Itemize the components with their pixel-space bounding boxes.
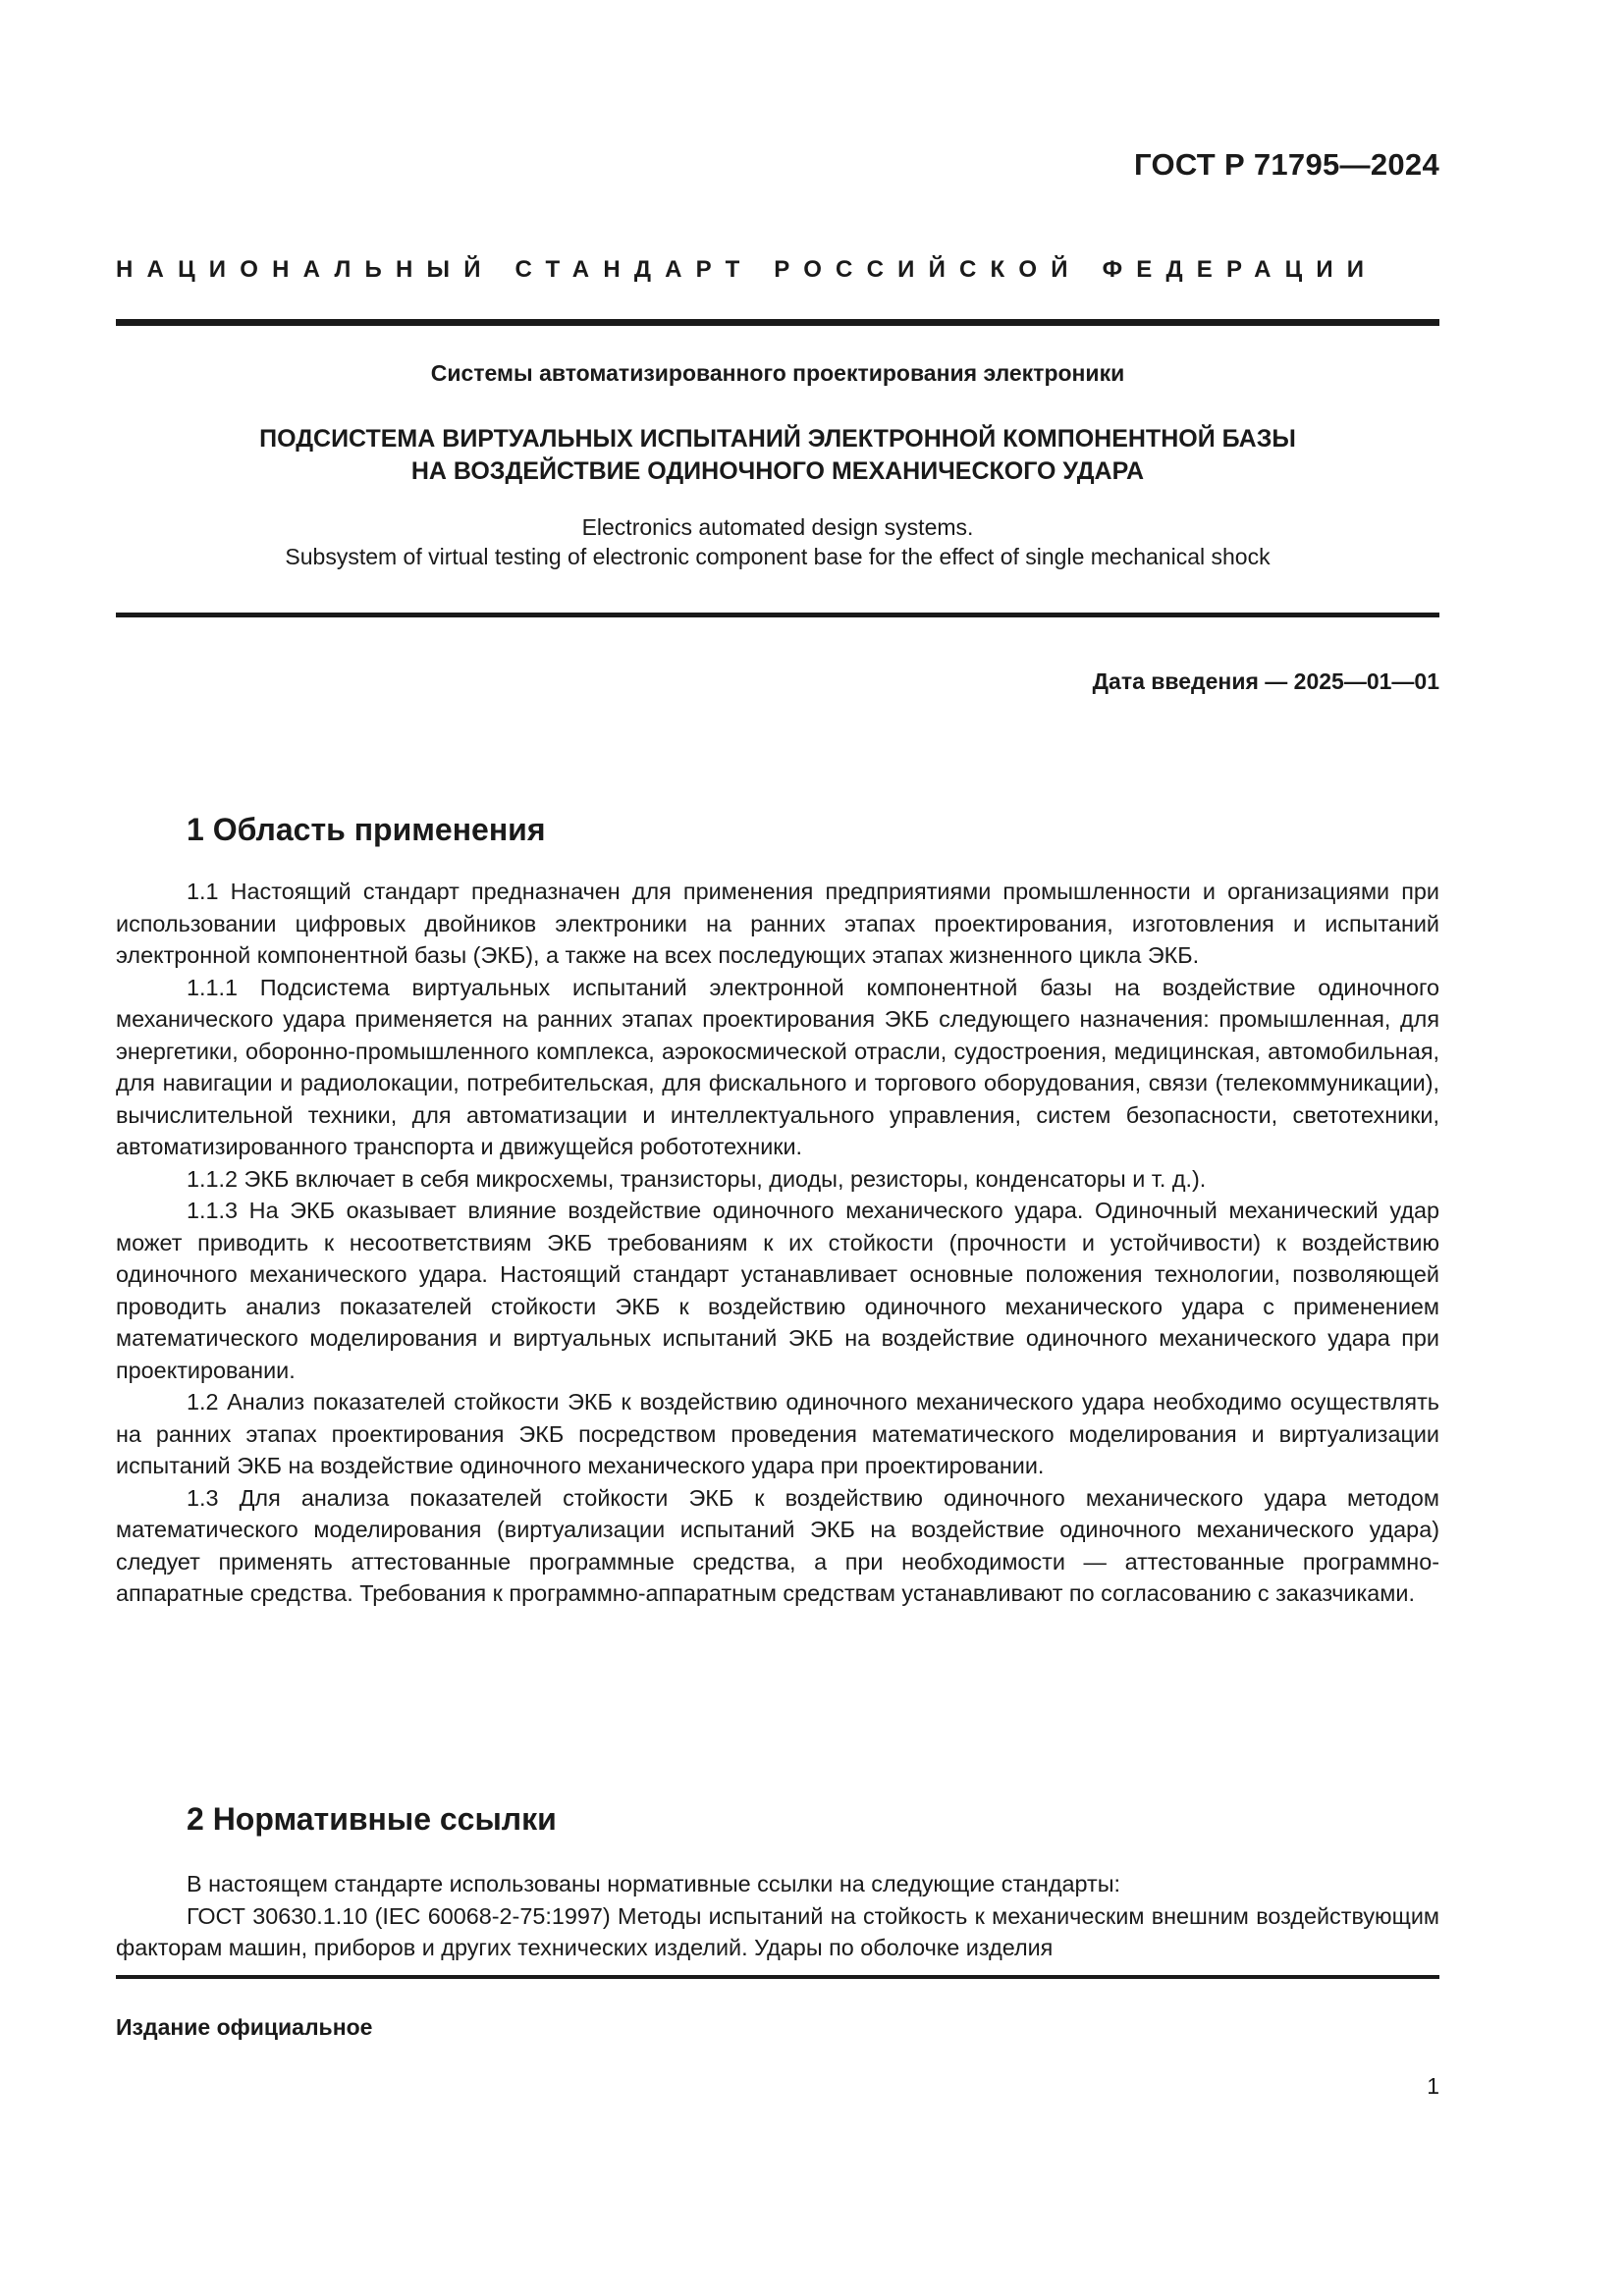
footer-divider	[116, 1975, 1439, 1979]
paragraph-1-1-1: 1.1.1 Подсистема виртуальных испытаний электронной компонентной базы на воздействие одиночного механического удара применяется на ранних этапах проектирования ЭКБ следующего назначения: промышленная, для энергетики, оборонно-промышленного комплекса, аэрокосмической отрасли, судостроения, медицинская, автомобильная, для навигации и радиолокации, потребительская, для фискального и торгового оборудования, связи (телекоммуникации), вычислительной техники, для автоматизации и интеллектуального управления, систем безопасности, светотехники, автоматизированного транспорта и движущейся робототехники.	[116, 974, 1439, 1159]
document-page	[116, 0, 1439, 2296]
official-edition-label: Издание официальное	[116, 2014, 373, 2040]
paragraph-2-reference: ГОСТ 30630.1.10 (IEC 60068-2-75:1997) Методы испытаний на стойкость к механическим внешним воздействующим факторам машин, приборов и других технических изделий. Удары по оболочке изделия	[116, 1902, 1439, 1960]
title-divider	[116, 613, 1439, 617]
section-2-heading: 2 Нормативные ссылки	[187, 1801, 557, 1837]
paragraph-1-1-2: 1.1.2 ЭКБ включает в себя микросхемы, транзисторы, диоды, резисторы, конденсаторы и т. д.).	[187, 1165, 1207, 1192]
page-number: 1	[1427, 2073, 1439, 2099]
subsystem-title-line1: ПОДСИСТЕМА ВИРТУАЛЬНЫХ ИСПЫТАНИЙ ЭЛЕКТРОННОЙ КОМПОНЕНТНОЙ БАЗЫ	[259, 425, 1296, 453]
english-title	[116, 512, 1439, 571]
gost-number: ГОСТ Р 71795—2024	[1134, 147, 1439, 182]
english-title-line1: Electronics automated design systems.	[581, 514, 974, 540]
paragraph-1-1-3: 1.1.3 На ЭКБ оказывает влияние воздействие одиночного механического удара. Одиночный механический удар может приводить к несоответствиям ЭКБ требованиям к их стойкости (прочности и устойчивости) к воздействию одиночного механического удара. Настоящий стандарт устанавливает основные положения технологии, позволяющей проводить анализ показателей стойкости ЭКБ к воздействию одиночного механического удара с применением математического моделирования и виртуальных испытаний ЭКБ на воздействие одиночного механического удара при проектировании.	[116, 1198, 1439, 1383]
system-title: Системы автоматизированного проектирования электроники	[430, 360, 1125, 386]
header-divider	[116, 319, 1439, 326]
section-2-body	[116, 1868, 1439, 1964]
section-1-heading: 1 Область применения	[187, 812, 546, 847]
subsystem-title	[116, 423, 1439, 488]
english-title-line2: Subsystem of virtual testing of electronic component base for the effect of single mechanical shock	[285, 544, 1271, 569]
paragraph-1-2: 1.2 Анализ показателей стойкости ЭКБ к воздействию одиночного механического удара необходимо осуществлять на ранних этапах проектирования ЭКБ посредством проведения математического моделирования и виртуализации испытаний ЭКБ на воздействие одиночного механического удара при проектировании.	[116, 1389, 1439, 1478]
national-standard-title: НАЦИОНАЛЬНЫЙ СТАНДАРТ РОССИЙСКОЙ ФЕДЕРАЦИИ	[116, 256, 1379, 283]
paragraph-2-intro: В настоящем стандарте использованы нормативные ссылки на следующие стандарты:	[187, 1871, 1121, 1896]
paragraph-1-1: 1.1 Настоящий стандарт предназначен для применения предприятиями промышленности и организациями при использовании цифровых двойников электроники на ранних этапах проектирования, изготовления и испытаний электронной компонентной базы (ЭКБ), а также на всех последующих этапах жизненного цикла ЭКБ.	[116, 879, 1439, 968]
section-1-body	[116, 876, 1439, 1610]
subsystem-title-line2: НА ВОЗДЕЙСТВИЕ ОДИНОЧНОГО МЕХАНИЧЕСКОГО УДАРА	[410, 457, 1145, 485]
paragraph-1-3: 1.3 Для анализа показателей стойкости ЭКБ к воздействию одиночного механического удара методом математического моделирования (виртуализации испытаний ЭКБ на воздействие одиночного механического удара) следует применять аттестованные программные средства, а при необходимости — аттестованные программно-аппаратные средства. Требования к программно-аппаратным средствам устанавливают по согласованию с заказчиками.	[116, 1484, 1439, 1606]
introduction-date: Дата введения — 2025—01—01	[1092, 668, 1439, 694]
